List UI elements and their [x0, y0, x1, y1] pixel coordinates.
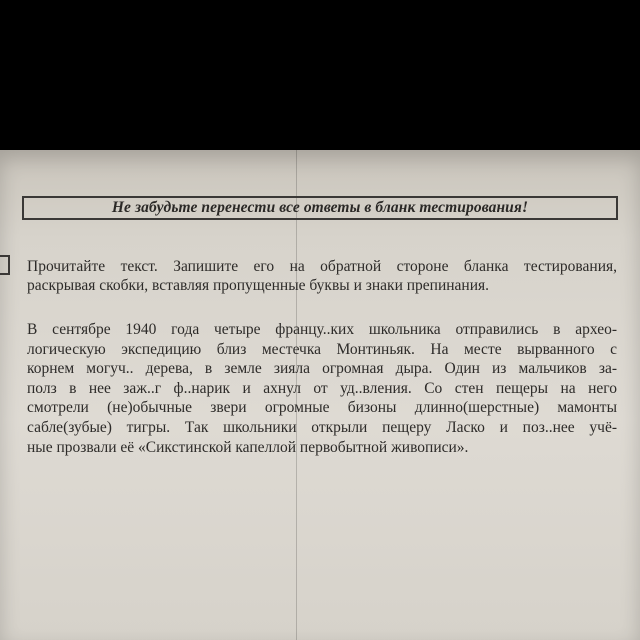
text-line: полз в нее заж..г ф..нарик и ахнул от уд..вления. Со стен пещеры на него [27, 379, 617, 397]
reminder-banner [22, 196, 618, 220]
task-number-box [0, 255, 10, 275]
instruction-line: раскрывая скобки, вставляя пропущенные буквы и знаки препинания. [27, 277, 490, 294]
text-line: В сентябре 1940 года четыре францу..ких школьника отправились в архео- [27, 321, 617, 338]
text-line: сабле(зубые) тигры. Так школьники открыли пещеру Ласко и поз..нее учё- [27, 418, 617, 436]
task-instruction [27, 257, 617, 295]
text-line: логическую экспедицию близ местечка Монтиньяк. На месте вырванного с [27, 340, 617, 358]
text-line: корнем могуч.. дерева, в земле зияла огромная дыра. Один из мальчиков за- [27, 360, 617, 378]
instruction-line: Прочитайте текст. Запишите его на обратной стороне бланка тестирования, [27, 258, 617, 275]
reminder-banner-text: Не забудьте перенести все ответы в бланк тестирования! [111, 199, 529, 216]
text-line: ные прозвали её «Сикстинской капеллой первобытной живописи». [27, 438, 469, 456]
text-line: смотрели (не)обычные звери огромные бизоны длинно(шерстные) мамонты [27, 399, 617, 417]
paper-sheet [0, 150, 640, 640]
task-text [27, 320, 617, 457]
